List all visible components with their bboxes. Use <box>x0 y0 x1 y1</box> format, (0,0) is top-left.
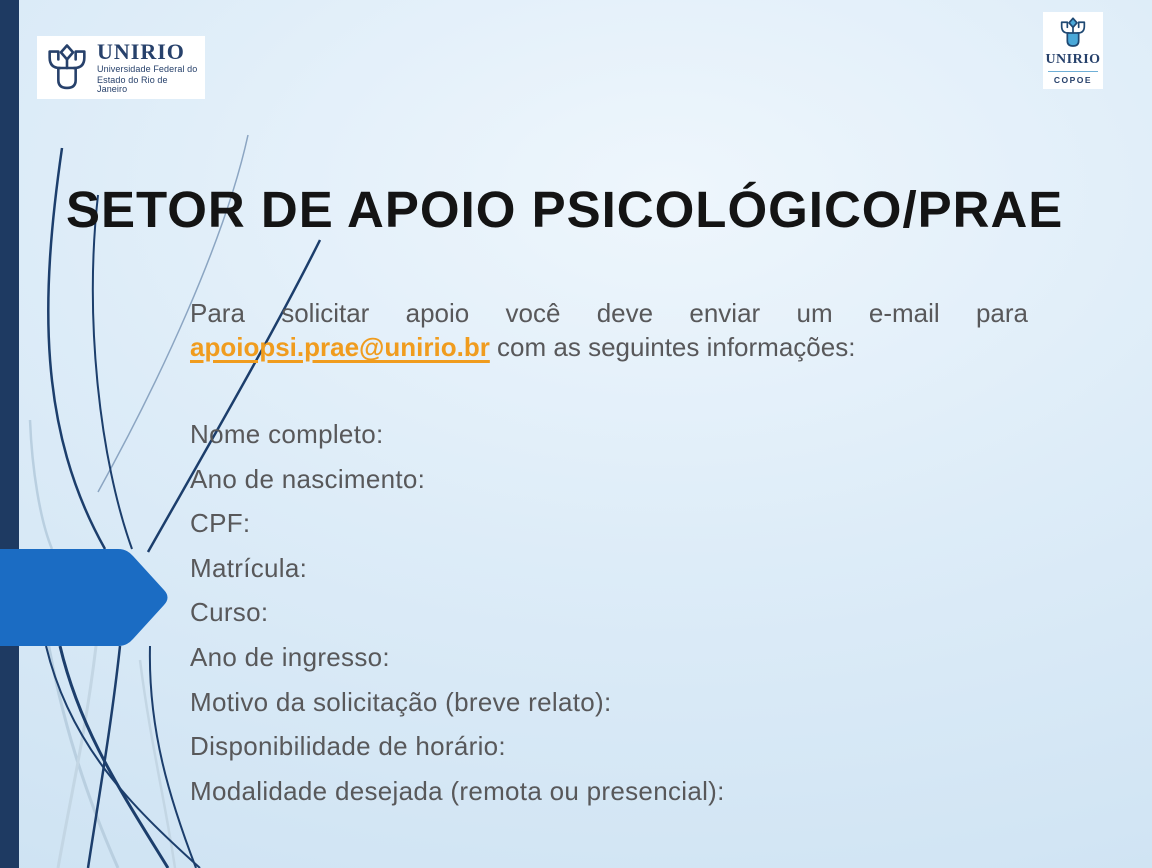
field-line: CPF: <box>190 508 251 539</box>
unirio-subline-2: Estado do Rio de Janeiro <box>97 75 168 94</box>
intro-line-2 <box>190 330 1028 364</box>
field-line: Nome completo: <box>190 419 384 449</box>
field-line: Ano de nascimento: <box>190 463 426 494</box>
email-link[interactable]: apoiopsi.prae@unirio.br <box>190 332 490 362</box>
unirio-crest-icon-small <box>1056 15 1090 51</box>
field-line: Ano de ingresso: <box>190 641 390 672</box>
field-line: Motivo da solicitação (breve relato): <box>190 686 612 717</box>
field-line: Curso: <box>190 597 269 628</box>
request-fields-list <box>190 412 1010 813</box>
logo-divider <box>1048 71 1098 72</box>
left-accent-bar <box>0 0 19 868</box>
field-line: Disponibilidade de horário: <box>190 731 506 762</box>
unirio-logo <box>37 36 205 99</box>
intro-after-email: com as seguintes informações: <box>489 332 856 362</box>
copoe-label: COPOE <box>1053 75 1093 85</box>
field-line: Modalidade desejada (remota ou presencial): <box>190 775 725 806</box>
arrow-marker <box>0 549 168 646</box>
intro-paragraph <box>190 296 1028 364</box>
unirio-copoe-logo <box>1043 12 1103 89</box>
field-line: Matrícula: <box>190 552 308 583</box>
slide-title: SETOR DE APOIO PSICOLÓGICO/PRAE <box>66 181 1064 238</box>
unirio-wordmark: UNIRIO <box>97 39 185 64</box>
unirio-subline-1: Universidade Federal do <box>97 64 198 74</box>
intro-line-1: Para solicitar apoio você deve enviar um e-mail para <box>190 298 1028 328</box>
unirio-wordmark-small: UNIRIO <box>1045 52 1101 67</box>
unirio-crest-icon <box>41 42 93 94</box>
